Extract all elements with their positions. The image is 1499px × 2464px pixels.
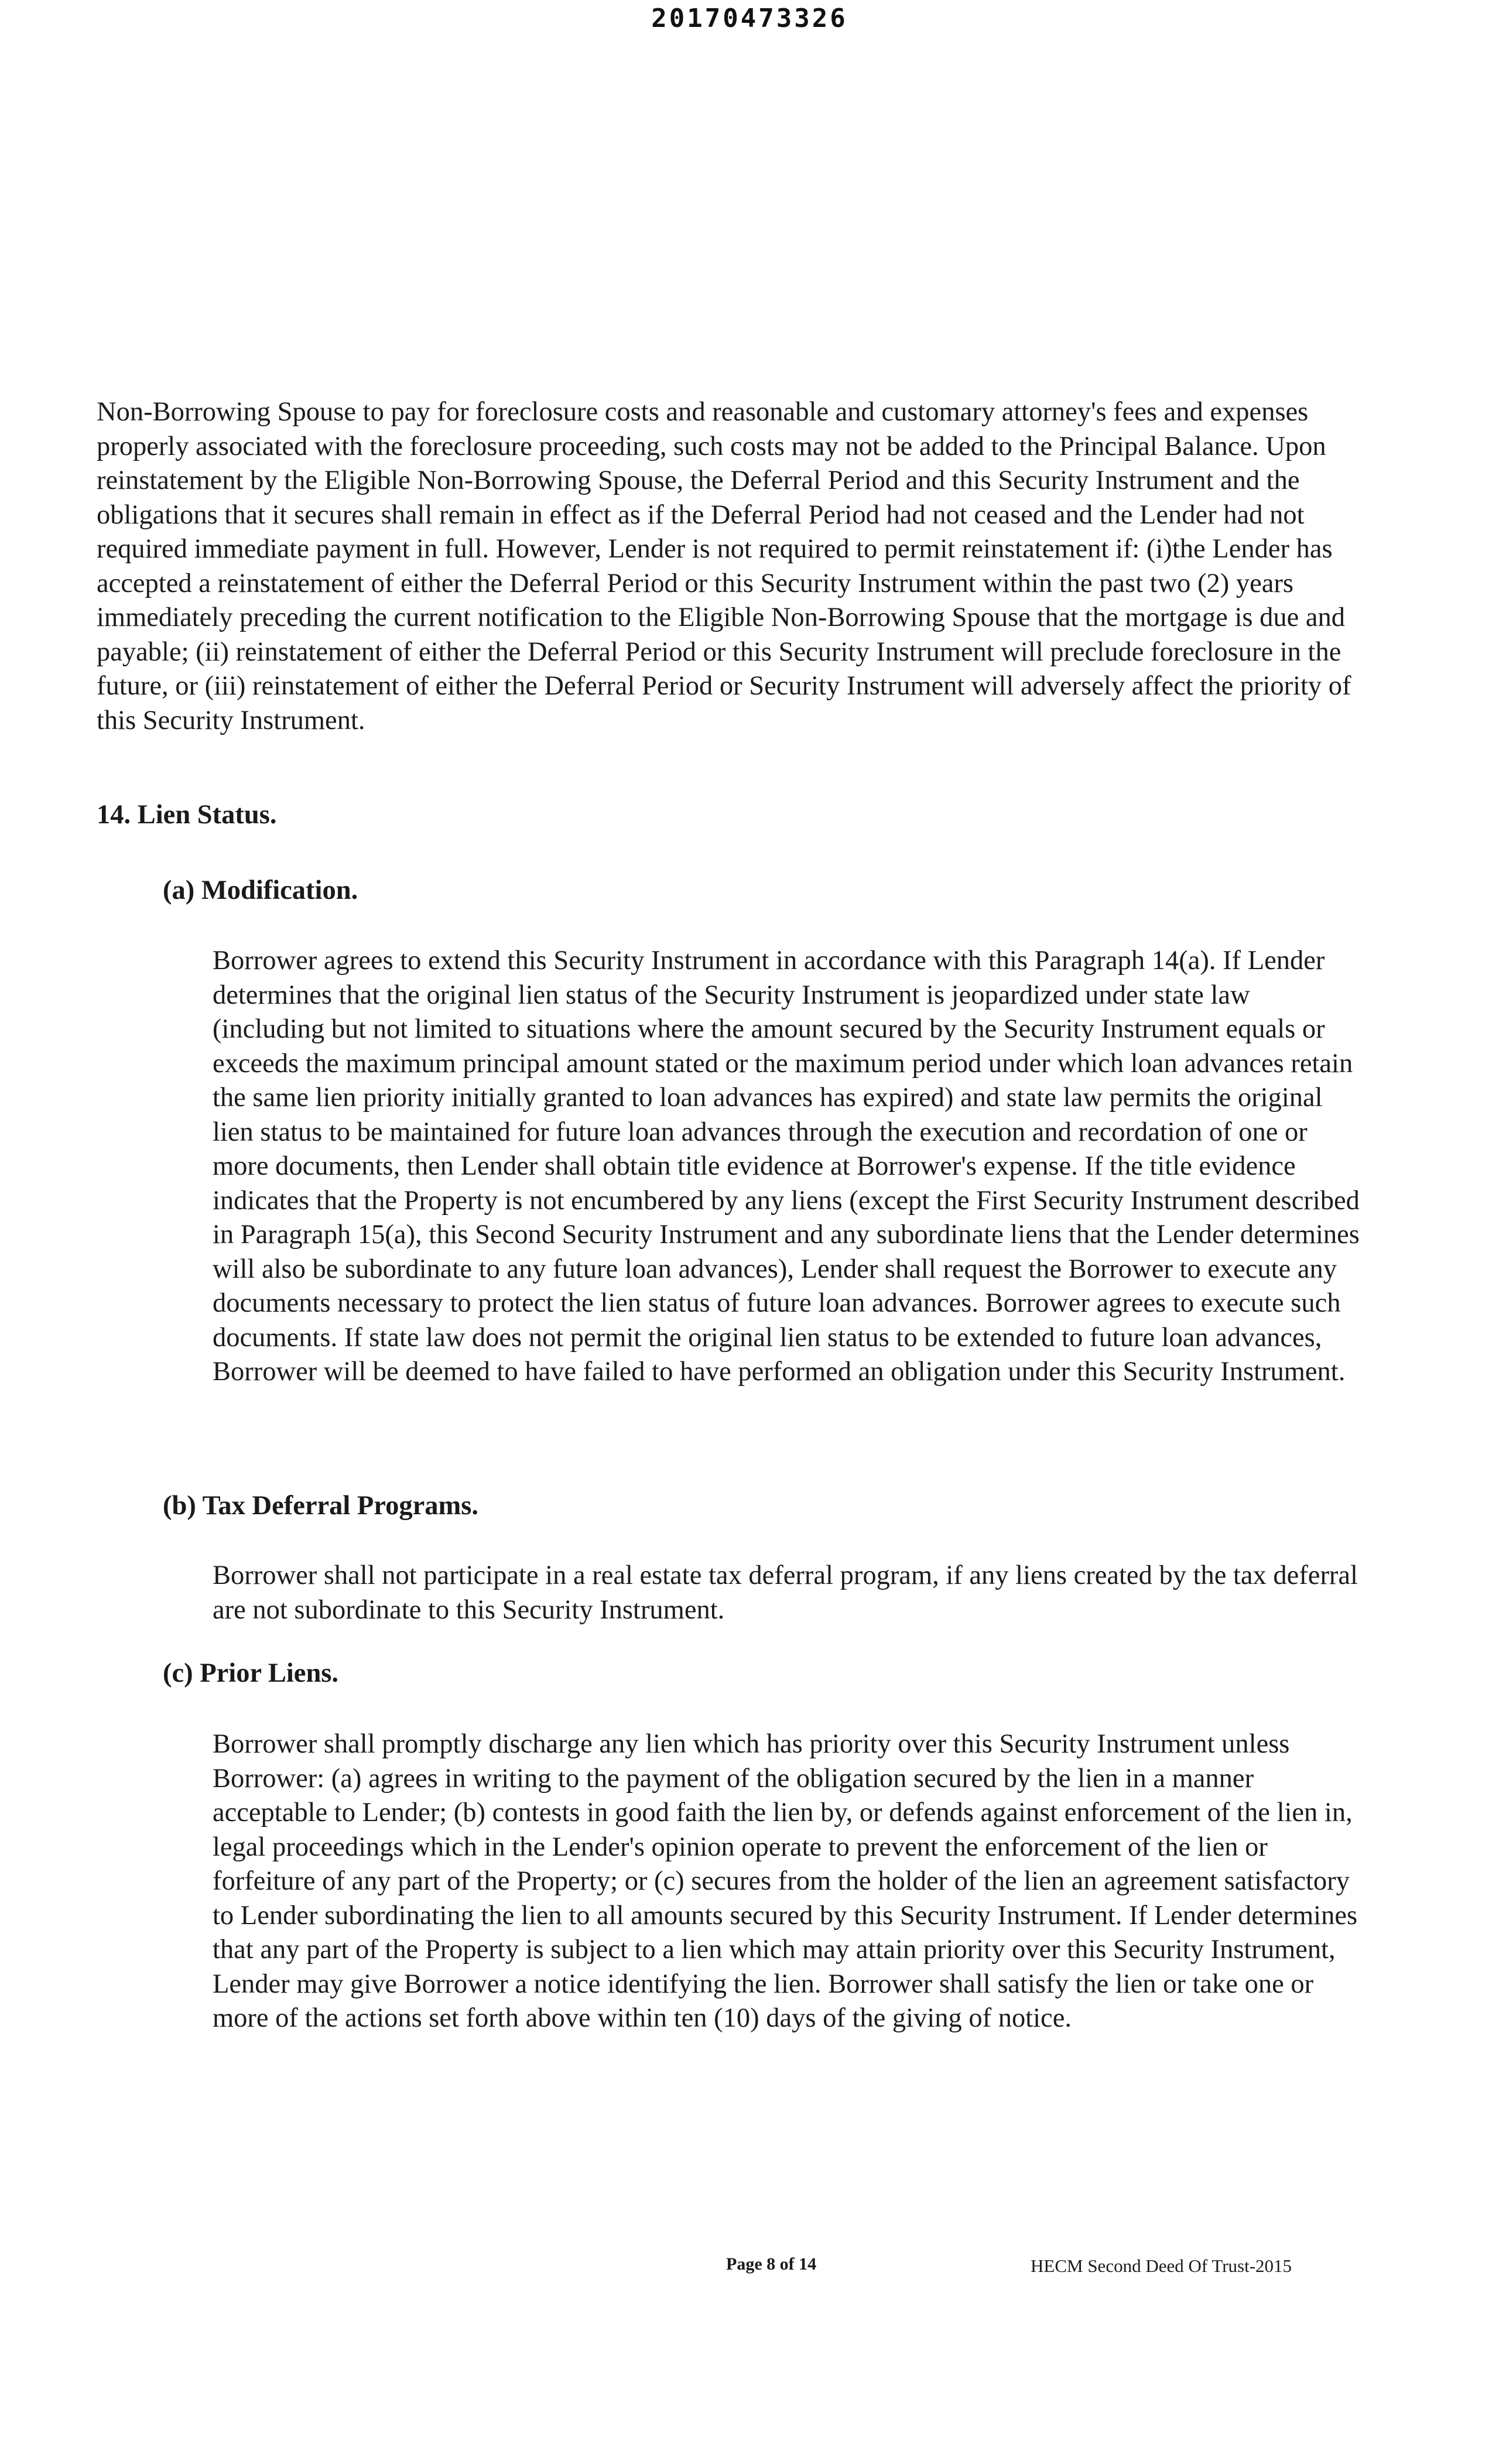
subsection-heading-prior-liens: (c) Prior Liens. <box>163 1658 339 1688</box>
subsection-text-prior-liens: Borrower shall promptly discharge any lien which has priority over this Security Instrument unless Borrower: (a) agrees in writing to the payment of the obligation secured by the lien in a manner acceptable to Lender; (b) contests in good faith the lien by, or defends against enforcement of the lien in, legal proceedings which in the Lender's opinion operate to prevent the enforcement of the lien or forfeiture of any part of the Property; or (c) secures from the holder of the lien an agreement satisfactory to Lender subordinating the lien to all amounts secured by this Security Instrument. If Lender determines that any part of the Property is subject to a lien which may attain priority over this Security Instrument, Lender may give Borrower a notice identifying the lien. Borrower shall satisfy the lien or take one or more of the actions set forth above within ten (10) days of the giving of notice. <box>213 1729 1358 2033</box>
footer-page-number: Page 8 of 14 <box>726 2254 817 2274</box>
continuation-paragraph: Non-Borrowing Spouse to pay for foreclosure costs and reasonable and customary attorney's fees and expenses properly associated with the foreclosure proceeding, such costs may not be added to the Principal Balance. Upon reinstatement by the Eligible Non-Borrowing Spouse, the Deferral Period and this Security Instrument and the obligations that it secures shall remain in effect as if the Deferral Period had not ceased and the Lender had not required immediate payment in full. However, Lender is not required to permit reinstatement if: (i)the Lender has accepted a reinstatement of either the Deferral Period or this Security Instrument within the past two (2) years immediately preceding the current notification to the Eligible Non-Borrowing Spouse that the mortgage is due and payable; (ii) reinstatement of either the Deferral Period or this Security Instrument will preclude foreclosure in the future, or (iii) reinstatement of either the Deferral Period or Security Instrument will adversely affect the priority of this Security Instrument. <box>97 397 1351 735</box>
subsection-heading-modification: (a) Modification. <box>163 875 358 905</box>
recording-number: 20170473326 <box>651 4 848 33</box>
subsection-text-tax-deferral: Borrower shall not participate in a real estate tax deferral program, if any liens created by the tax deferral are not subordinate to this Security Instrument. <box>213 1560 1358 1625</box>
footer-document-title: HECM Second Deed Of Trust-2015 <box>1031 2256 1292 2276</box>
section-heading-lien-status: 14. Lien Status. <box>97 800 277 830</box>
subsection-text-modification: Borrower agrees to extend this Security Instrument in accordance with this Paragraph 14(a). If Lender determines that the original lien status of the Security Instrument is jeopardized under state law (including but not limited to situations where the amount secured by the Security Instrument equals or exceeds the maximum principal amount stated or the maximum period under which loan advances retain the same lien priority initially granted to loan advances has expired) and state law permits the original lien status to be maintained for future loan advances through the execution and recordation of one or more documents, then Lender shall obtain title evidence at Borrower's expense. If the title evidence indicates that the Property is not encumbered by any liens (except the First Security Instrument described in Paragraph 15(a), this Second Security Instrument and any subordinate liens that the Lender determines will also be subordinate to any future loan advances), Lender shall request the Borrower to execute any documents necessary to protect the lien status of future loan advances. Borrower agrees to execute such documents. If state law does not permit the original lien status to be extended to future loan advances, Borrower will be deemed to have failed to have performed an obligation under this Security Instrument. <box>213 946 1360 1387</box>
subsection-heading-tax-deferral: (b) Tax Deferral Programs. <box>163 1491 478 1521</box>
